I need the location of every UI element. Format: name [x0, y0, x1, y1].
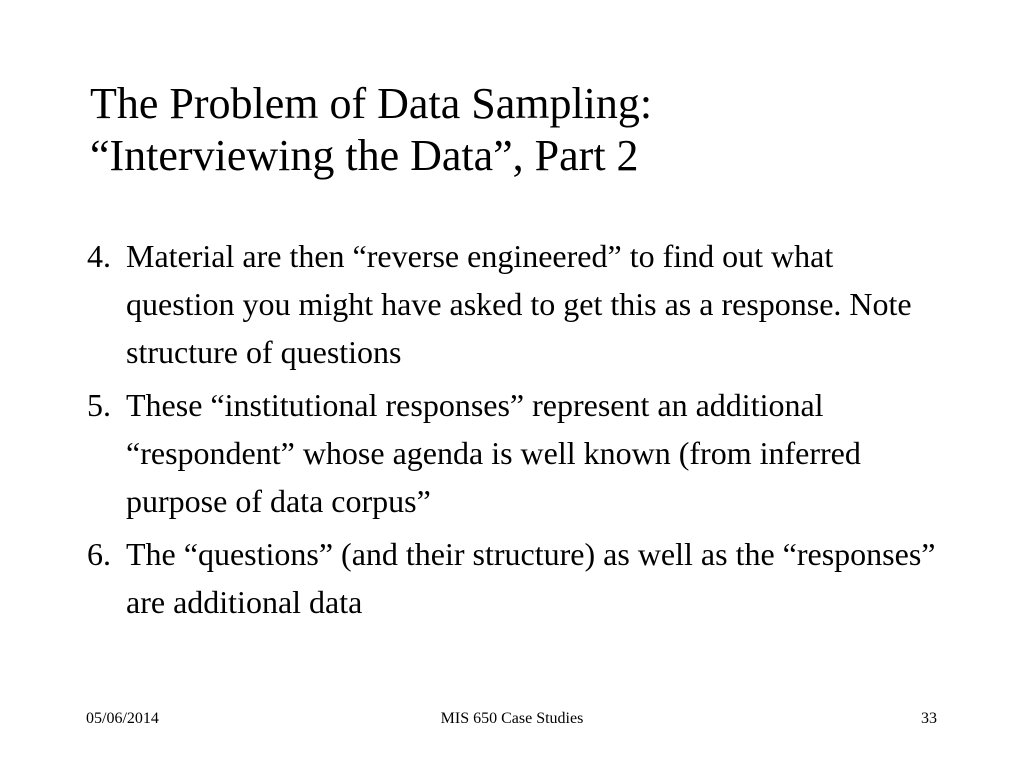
title-line-2: “Interviewing the Data”, Part 2: [90, 131, 639, 180]
list-item-4: [87, 232, 947, 376]
list-item-5: [87, 381, 947, 525]
item-text: Material are then “reverse engineered” to find out what question you might have asked to get this as a response. Note structure of questions: [126, 238, 912, 370]
list-item-6: [87, 530, 947, 626]
title-line-1: The Problem of Data Sampling:: [90, 79, 653, 128]
item-number: 6.: [87, 536, 111, 572]
item-number: 5.: [87, 387, 111, 423]
slide-title: [90, 78, 950, 182]
footer-page-number: 33: [921, 710, 937, 727]
footer-date: 05/06/2014: [86, 710, 159, 727]
item-text: The “questions” (and their structure) as well as the “responses” are additional data: [126, 536, 936, 620]
content-list: [87, 232, 947, 631]
item-number: 4.: [87, 238, 111, 274]
footer-course: MIS 650 Case Studies: [440, 710, 584, 727]
item-text: These “institutional responses” represent an additional “respondent” whose agenda is well known (from inferred purpose of data corpus”: [126, 387, 861, 519]
